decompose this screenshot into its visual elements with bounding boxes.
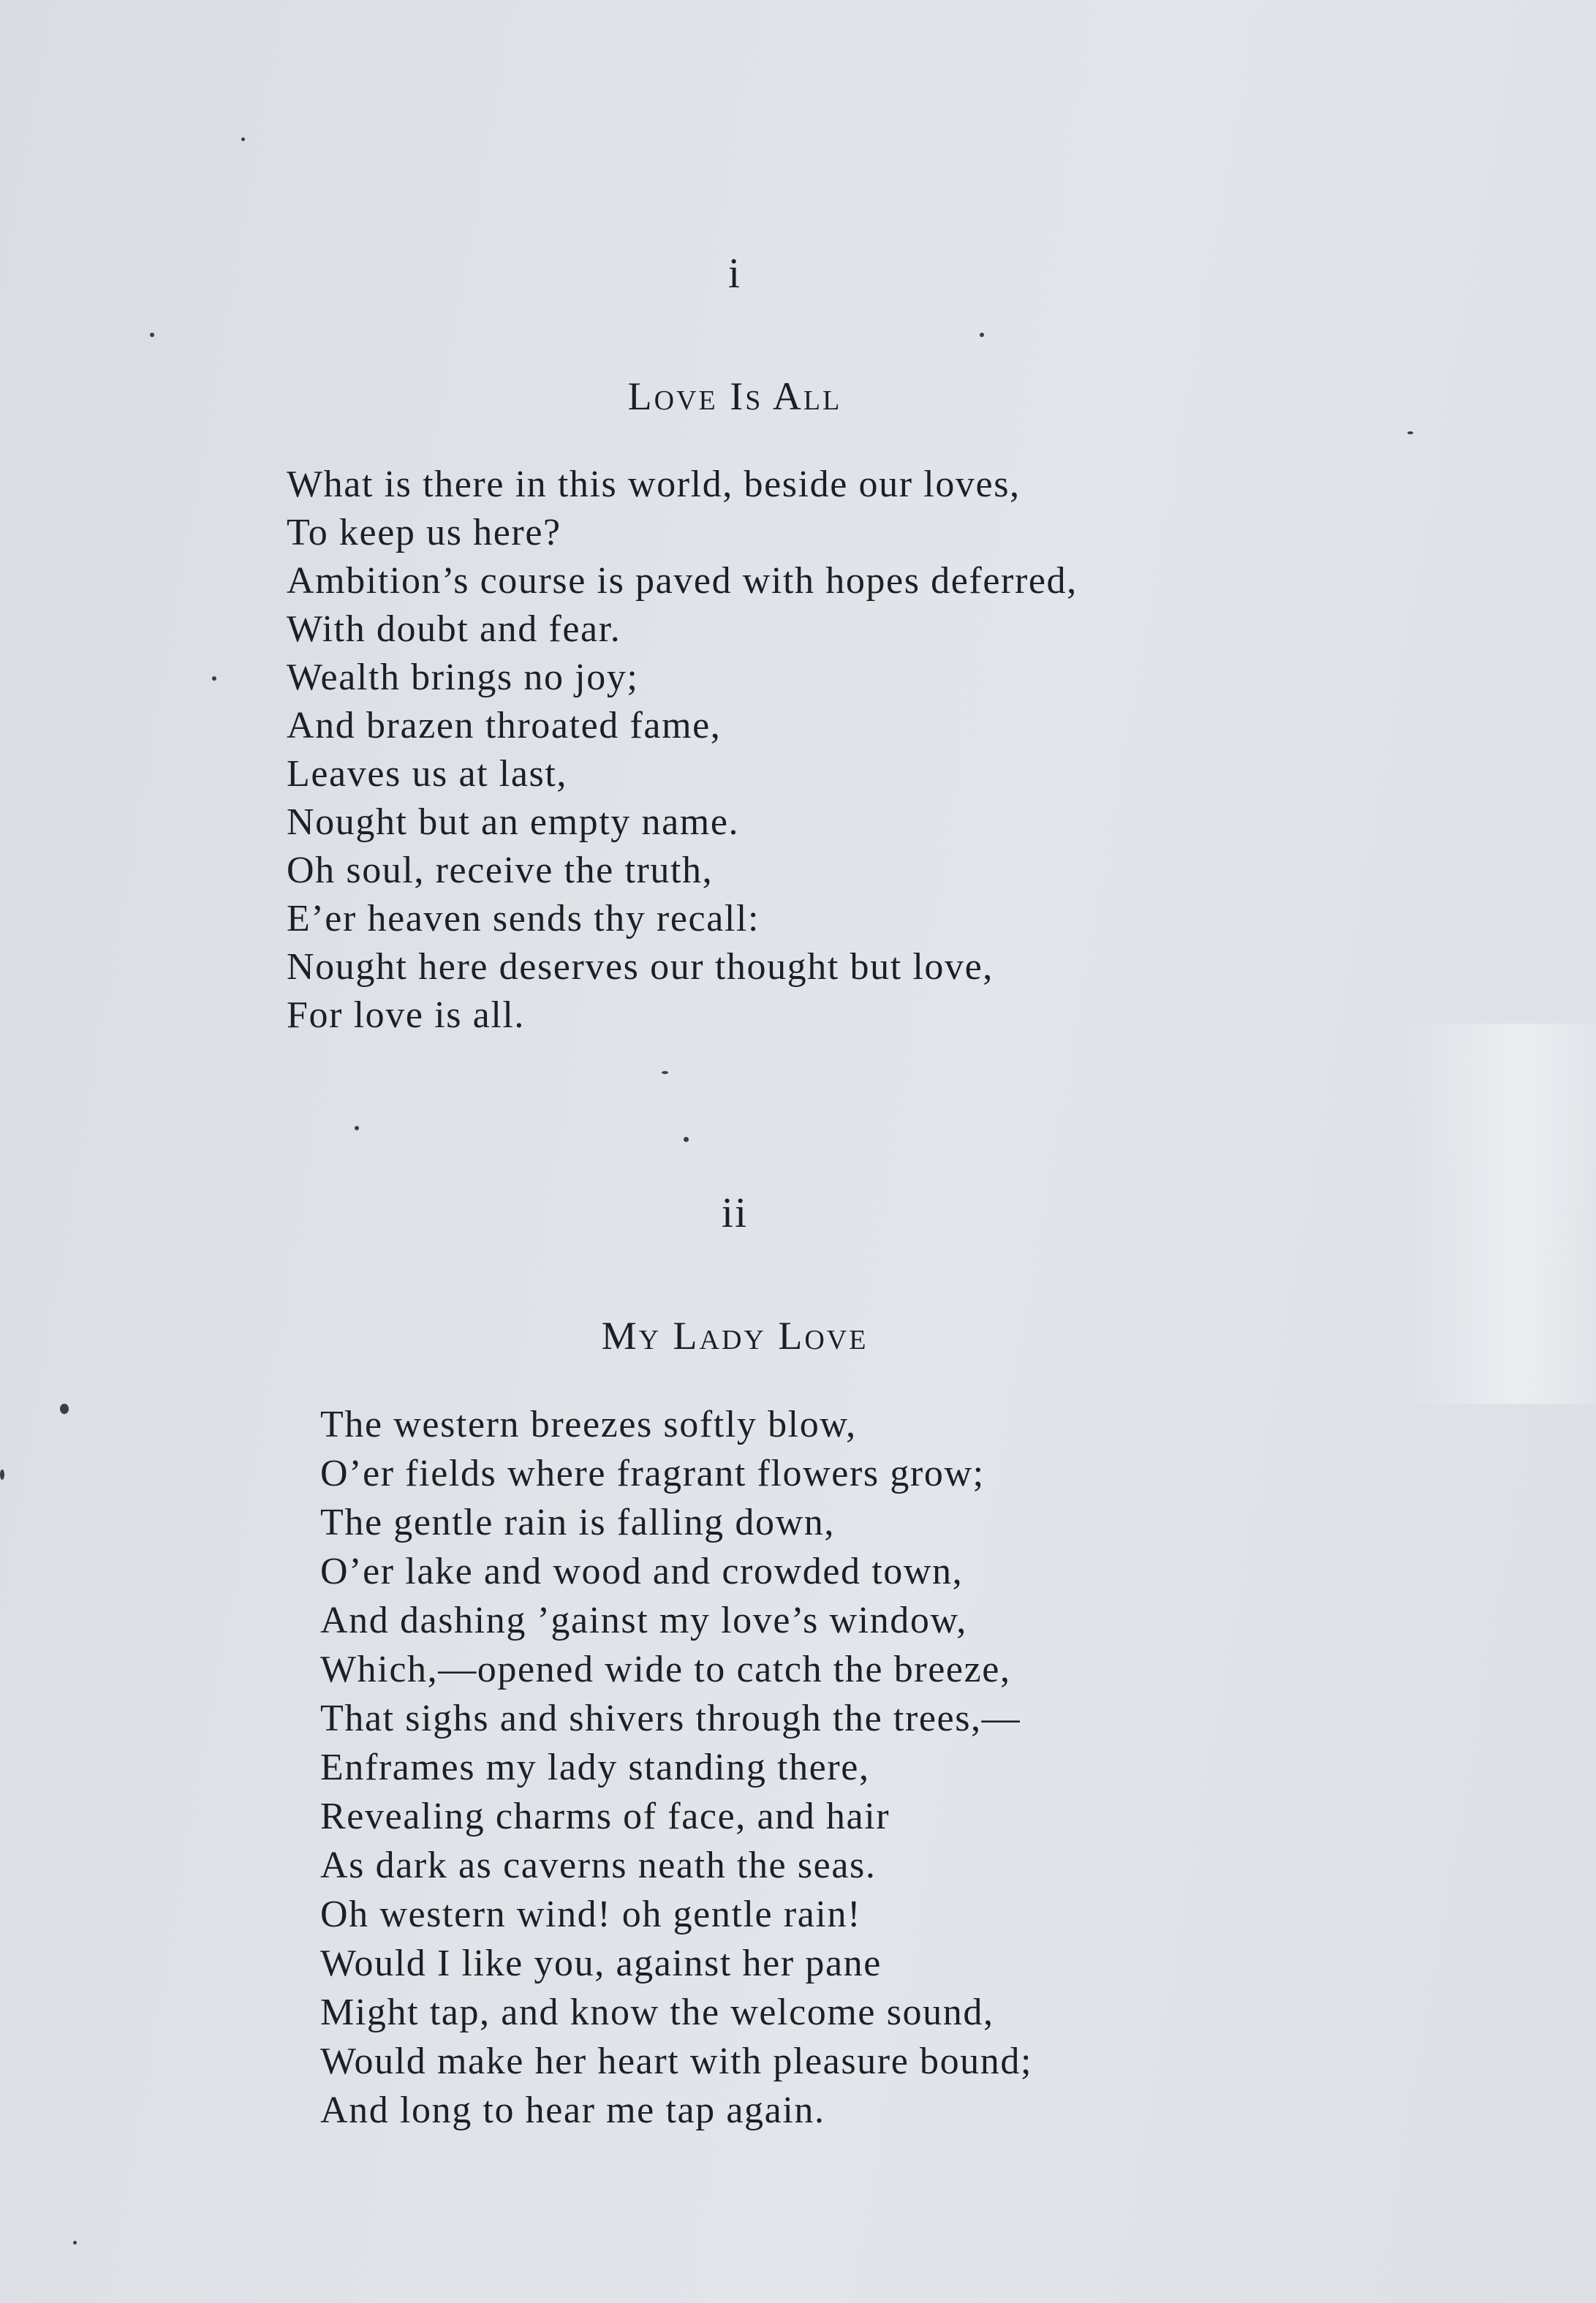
poem-line: Nought here deserves our thought but love, (287, 946, 994, 988)
dust-speck (355, 1126, 359, 1130)
poem-line: Might tap, and know the welcome sound, (320, 1992, 994, 2033)
poem-line: Would I like you, against her pane (320, 1943, 882, 1984)
dust-speck (150, 333, 154, 337)
poem-line: Oh western wind! oh gentle rain! (320, 1894, 861, 1935)
poem-line: Would make her heart with pleasure bound; (320, 2041, 1033, 2082)
section-numeral: ii (721, 1189, 749, 1236)
poem-title: My Lady Love (601, 1314, 869, 1358)
dust-speck (684, 1137, 689, 1142)
poem-line: The western breezes softly blow, (320, 1404, 857, 1445)
poem-body (287, 461, 1078, 1040)
poem-line: And long to hear me tap again. (320, 2090, 825, 2131)
poem-line: Revealing charms of face, and hair (320, 1796, 890, 1837)
dust-speck (980, 333, 984, 337)
poem-body (320, 1400, 1032, 2135)
dust-speck (60, 1404, 69, 1414)
dust-speck (241, 137, 245, 141)
poem-line: Wealth brings no joy; (287, 657, 639, 698)
poem-line: Enframes my lady standing there, (320, 1747, 870, 1788)
poem-line: Which,—opened wide to catch the breeze, (320, 1649, 1011, 1690)
poem-line: And brazen throated fame, (287, 705, 722, 746)
poem-line: O’er fields where fragrant flowers grow; (320, 1453, 985, 1494)
poem-line: That sighs and shivers through the trees,— (320, 1698, 1021, 1739)
dust-speck (73, 2241, 77, 2245)
dust-speck (212, 676, 216, 681)
poem-line: As dark as caverns neath the seas. (320, 1845, 877, 1886)
poem-line: Nought but an empty name. (287, 801, 740, 843)
poem-line: What is there in this world, beside our loves, (287, 464, 1021, 505)
poem-line: To keep us here? (287, 512, 561, 553)
poem-line: The gentle rain is falling down, (320, 1502, 835, 1543)
poem-line: For love is all. (287, 994, 526, 1036)
poem-line: O’er lake and wood and crowded town, (320, 1551, 964, 1592)
poem-title: Love Is All (627, 374, 842, 418)
poem-line: E’er heaven sends thy recall: (287, 898, 760, 939)
dust-speck (1407, 431, 1413, 434)
dust-speck (0, 1470, 4, 1480)
section-numeral: i (727, 249, 742, 297)
dust-speck (662, 1071, 668, 1074)
poem-line: And dashing ’gainst my love’s window, (320, 1600, 967, 1641)
poem-line: Leaves us at last, (287, 753, 568, 795)
poem-line: Ambition’s course is paved with hopes deferred, (287, 560, 1078, 602)
poem-line: Oh soul, receive the truth, (287, 850, 714, 891)
poem-line: With doubt and fear. (287, 608, 621, 650)
